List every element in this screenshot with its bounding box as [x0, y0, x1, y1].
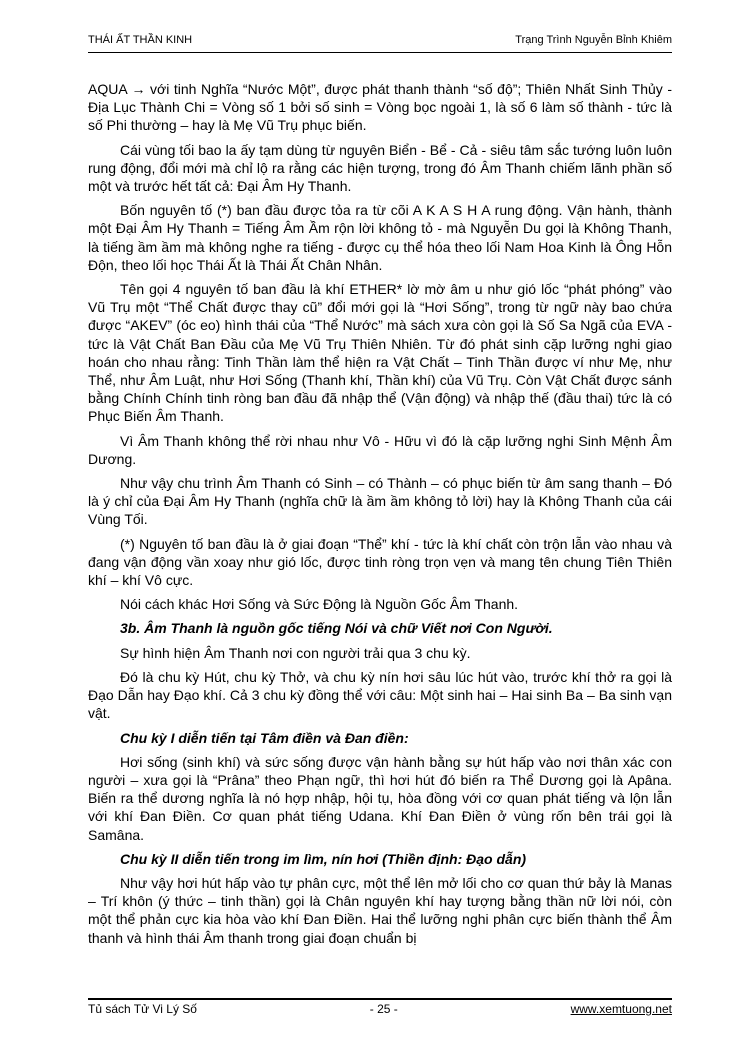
paragraph: Sự hình hiện Âm Thanh nơi con người trải qua 3 chu kỳ. — [120, 644, 471, 661]
header-rule — [88, 52, 672, 53]
paragraph: Hơi sống (sinh khí) và sức sống được vận hành bằng sự hút hấp vào nơi thân xác con người – xưa gọi là “Prâna” theo Phạn ngữ, thì hơi hút đó biến ra Thể Dương gọi là Apâna. Biến ra thể dương nghĩa là nó hợp nhập, hội tụ, hòa đồng với cơ quan phát tiếng và lộn lẫn với khí Đan Điền. Cơ quan phát tiếng Udana. Khí Đan Điền ở vùng rốn bên trái gọi là Samâna. — [88, 753, 672, 843]
paragraph: AQUA → với tinh Nghĩa “Nước Một”, được phát thanh thành “số độ”; Thiên Nhất Sinh Thủy - Địa Lục Thành Chi = Vòng số 1 bởi số sinh = Vòng bọc ngoài 1, là số 6 làm số thành - tức là số Phi thường – hay là Mẹ Vũ Trụ phục biến. — [88, 81, 672, 134]
page-header — [88, 34, 672, 46]
paragraph: Như vậy hơi hút hấp vào tự phân cực, một thể lên mở lối cho cơ quan thứ bảy là Manas – Trí khôn (ý thức – tinh thần) gọi là Chân nguyên khí hay tượng bằng thần nữ lời nói, còn một thể phản cực kia hòa vào khí Đan Điền. Hai thể lưỡng nghi phân cực biến thành thể Âm thanh và hình thái Âm thanh trong giai đoạn chuẩn bị — [88, 874, 672, 946]
body-text — [88, 80, 672, 953]
paragraph: Đó là chu kỳ Hút, chu kỳ Thở, và chu kỳ nín hơi sâu lúc hút vào, trước khí thở ra gọi là Đạo Dẫn hay Đạo khí. Cả 3 chu kỳ đồng thể với câu: Một sinh hai – Hai sinh Ba – Ba sinh vạn vật. — [88, 668, 672, 722]
section-heading: Chu kỳ II diễn tiến trong im lìm, nín hơi (Thiền định: Đạo dẫn) — [120, 850, 527, 867]
page-footer — [88, 1002, 672, 1016]
paragraph: Tên gọi 4 nguyên tố ban đầu là khí ETHER* lờ mờ âm u như gió lốc “phát phóng” vào Vũ Trụ một “Thể Chất được thay cũ” đổi mới gọi là “Hơi Sống”, trong từ ngữ này bao chứa được “AKEV” (óc eo) hình thái của “Thể Nước” mà sách xưa còn gọi là Số Sa Ngã của EVA - tức là Vật Chất Ban Đầu của Mẹ Vũ Trụ Thiên Nhiên. Từ đó phát sinh cặp lưỡng nghi giao hoán cho nhau rằng: Tinh Thần làm thể hiện ra Vật Chất – Tinh Thần được ví như Mẹ, như Thể, như Âm Luật, như Hơi Sống (Thanh khí, Thần khí) của Vũ Trụ. Còn Vật Chất được sánh bằng Chính Chính tinh ròng ban đầu đã nhập thể (Vận động) và nhập thế (đầu thai) tức là có Phục Biến Âm Thanh. — [88, 281, 672, 425]
section-heading: Chu kỳ I diễn tiến tại Tâm điền và Đan điền: — [120, 729, 409, 746]
paragraph: Bốn nguyên tố (*) ban đầu được tỏa ra từ cõi A K A S H A rung động. Vận hành, thành một Đại Âm Hy Thanh = Tiếng Âm Ầm rộn lời không tỏ - mà Nguyễn Du gọi là Không Thanh, là tiếng ầm ầm mà không nghe ra tiếng - được cụ thể hóa theo lối Nam Hoa Kinh là Ông Hỗn Độn, theo lối học Thái Ất là Thái Ất Chân Nhân. — [88, 202, 672, 273]
paragraph: Vì Âm Thanh không thể rời nhau như Vô - Hữu vì đó là cặp lưỡng nghi Sinh Mệnh Âm Dương. — [88, 432, 672, 467]
header-book-title: THÁI ẤT THẦN KINH — [88, 34, 193, 46]
header-author: Trạng Trình Nguyễn Bỉnh Khiêm — [515, 34, 672, 46]
page-number: - 25 - — [369, 1002, 398, 1016]
footer-website-link[interactable]: www.xemtuong.net — [570, 1002, 672, 1016]
paragraph: Như vậy chu trình Âm Thanh có Sinh – có Thành – có phục biến từ âm sang thanh – Đó là ý chỉ của Đại Âm Hy Thanh (nghĩa chữ là ầm ầm không tỏ lời) hay là Không Thanh của cái Vùng Tối. — [88, 475, 672, 528]
paragraph: Cái vùng tối bao la ấy tạm dùng từ nguyên Biển - Bể - Cả - siêu tâm sắc tướng luôn luôn rung động, đổi mới mà chỉ lộ ra rằng các hiện tượng, trong đó Âm Thanh chiếm lãnh phần số một và trước hết tất cả: Đại Âm Hy Thanh. — [88, 141, 672, 195]
footer-series: Tủ sách Tử Vi Lý Số — [88, 1002, 197, 1016]
paragraph: (*) Nguyên tố ban đầu là ở giai đoạn “Thể” khí - tức là khí chất còn trộn lẫn vào nhau và đang vận động vần xoay như gió lốc, được tinh ròng trọn vẹn và mang tên chung Tiên Thiên khí – khí Vô cực. — [88, 535, 672, 589]
footer-rule — [88, 998, 672, 1000]
section-heading: 3b. Âm Thanh là nguồn gốc tiếng Nói và chữ Viết nơi Con Người. — [120, 620, 553, 637]
paragraph: Nói cách khác Hơi Sống và Sức Động là Nguồn Gốc Âm Thanh. — [120, 596, 519, 613]
